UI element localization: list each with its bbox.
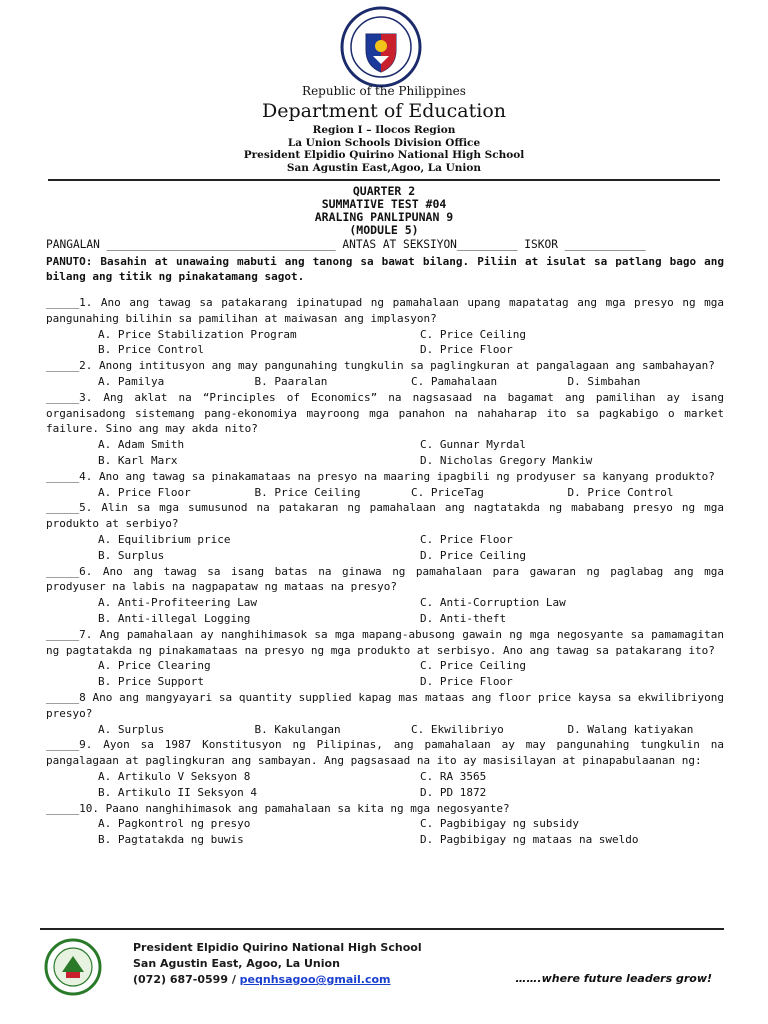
question-stem: _____1. Ano ang tawag sa patakarang ipinatupad ng pamahalaan upang mapatatag ang mga presyo ng mga pangunahing bilihin sa pamilihan at maiwasan ang implasyon? — [46, 296, 724, 325]
options-row — [98, 327, 724, 343]
answer-option[interactable]: C. Pagbibigay ng subsidy — [420, 817, 579, 831]
options-row — [98, 722, 724, 738]
footer-divider — [40, 928, 724, 930]
student-info-row — [46, 238, 646, 251]
answer-option[interactable]: A. Anti-Profiteering Law — [98, 596, 257, 610]
answer-option[interactable]: C. Gunnar Myrdal — [420, 438, 526, 452]
question-stem: _____9. Ayon sa 1987 Konstitusyon ng Pilipinas, ang pamahalaan ay may pangunahing tungkulin na pangalagaan at paglingkuran ang sambayan. Ang pagsasaad na ito ay masisilayan at pinapabulaanan ng: — [46, 738, 724, 768]
address-label: San Agustin East,Agoo, La Union — [286, 161, 482, 174]
division-label: La Union Schools Division Office — [287, 136, 481, 149]
answer-option[interactable]: D. Walang katiyakan — [567, 722, 694, 736]
answer-option[interactable]: A. Artikulo V Seksyon 8 — [98, 769, 251, 783]
answer-option[interactable]: B. Kakulangan — [254, 722, 341, 736]
answer-option[interactable]: D. Pagbibigay ng mataas na sweldo — [420, 833, 639, 847]
answer-option[interactable]: C. PriceTag — [411, 485, 484, 499]
score-blank[interactable]: ____________ — [564, 238, 646, 251]
options-row — [98, 437, 724, 453]
question-item — [46, 564, 724, 627]
question-item — [46, 500, 724, 563]
school-logo — [44, 938, 102, 996]
answer-option[interactable]: D. Price Control — [567, 485, 674, 499]
department-title: Department of Education — [262, 100, 506, 122]
answer-option[interactable]: C. Pamahalaan — [411, 374, 498, 388]
instructions: PANUTO: Basahin at unawaing mabuti ang tanong sa bawat bilang. Piliin at isulat sa patlang bago ang bilang ang titik ng pinakatamang sagot. — [46, 255, 724, 283]
question-stem: _____6. Ano ang tawag sa isang batas na ginawa ng pamahalaan para gawaran ng paglabag ang mga prodyuser na labis na nagpapataw ng mataas na presyo? — [46, 564, 724, 594]
region-label: Region I – Ilocos Region — [312, 124, 456, 136]
options-row — [98, 595, 724, 611]
name-label: PANGALAN — [46, 238, 100, 251]
question-item — [46, 358, 724, 390]
options-row — [98, 658, 724, 674]
answer-option[interactable]: B. Pagtatakda ng buwis — [98, 833, 244, 847]
subject-label: ARALING PANLIPUNAN 9 — [314, 210, 454, 224]
options-row — [98, 611, 724, 627]
answer-option[interactable]: D. Simbahan — [567, 374, 641, 388]
question-item — [46, 690, 724, 737]
answer-option[interactable]: A. Surplus — [98, 722, 165, 736]
answer-option[interactable]: D. Nicholas Gregory Mankiw — [420, 453, 593, 467]
question-stem: _____3. Ang aklat na “Principles of Economics” na nagsasaad na bagamat ang pamilihan ay isang organisadong sistemang pang-ekonomiya mayroong mga panahon na nahaharap ito sa pagkabigo o market failure. Sino ang may akda nito? — [46, 390, 724, 436]
answer-option[interactable]: A. Price Floor — [98, 485, 191, 499]
question-stem: _____2. Anong intitusyon ang may pangunahing tungkulin sa paglingkuran at pangalagaan ang sambahayan? — [46, 359, 715, 373]
footer-school: President Elpidio Quirino National High School — [133, 941, 422, 954]
answer-option[interactable]: A. Pamilya — [98, 374, 165, 388]
test-title-block — [0, 185, 768, 237]
question-list — [46, 295, 724, 848]
options-row — [98, 485, 724, 501]
options-row — [98, 769, 724, 785]
options-row — [98, 816, 724, 832]
options-row — [98, 674, 724, 690]
name-blank[interactable]: __________________________________ — [106, 238, 336, 251]
footer-address: San Agustin East, Agoo, La Union — [133, 957, 340, 970]
answer-option[interactable]: B. Price Control — [98, 343, 204, 357]
footer-email-link[interactable]: peqnhsagoo@gmail.com — [239, 973, 391, 986]
school-label: President Elpidio Quirino National High School — [243, 149, 525, 161]
question-item — [46, 390, 724, 469]
options-row — [98, 532, 724, 548]
deped-seal-logo — [340, 6, 422, 88]
letterhead — [0, 84, 768, 174]
answer-option[interactable]: D. Anti-theft — [420, 611, 507, 625]
answer-option[interactable]: C. Price Floor — [420, 532, 513, 546]
answer-option[interactable]: D. Price Ceiling — [420, 548, 526, 562]
answer-option[interactable]: B. Karl Marx — [98, 453, 178, 467]
options-row — [98, 342, 724, 358]
answer-option[interactable]: B. Artikulo II Seksyon 4 — [98, 785, 257, 799]
answer-option[interactable]: B. Surplus — [98, 548, 165, 562]
answer-option[interactable]: B. Price Ceiling — [254, 485, 361, 499]
answer-option[interactable]: D. Price Floor — [420, 675, 513, 689]
footer-tagline: …….where future leaders grow! — [515, 972, 712, 985]
question-stem: _____10. Paano nanghihimasok ang pamahalaan sa kita ng mga negosyante? — [46, 801, 510, 815]
header-divider — [48, 179, 720, 181]
question-stem: _____8 Ano ang mangyayari sa quantity supplied kapag mas mataas ang floor price kaysa sa ekwilibriyong presyo? — [46, 690, 724, 720]
question-item — [46, 295, 724, 358]
options-row — [98, 548, 724, 564]
answer-option[interactable]: C. RA 3565 — [420, 769, 487, 783]
answer-option[interactable]: C. Price Ceiling — [420, 327, 526, 341]
section-label: ANTAS AT SEKSIYON — [342, 238, 457, 251]
answer-option[interactable]: B. Paaralan — [254, 374, 328, 388]
module-label: (MODULE 5) — [349, 223, 419, 237]
answer-option[interactable]: A. Price Clearing — [98, 659, 211, 673]
answer-option[interactable]: A. Price Stabilization Program — [98, 327, 297, 341]
answer-option[interactable]: B. Anti-illegal Logging — [98, 611, 251, 625]
question-stem: _____4. Ano ang tawag sa pinakamataas na presyo na maaring ipagbili ng prodyuser sa kanyang produkto? — [46, 469, 715, 483]
republic-label: Republic of the Philippines — [302, 84, 466, 98]
footer-phone: (072) 687-0599 / — [133, 973, 240, 986]
test-title: SUMMATIVE TEST #04 — [321, 197, 447, 211]
section-blank[interactable]: _________ — [456, 238, 518, 251]
score-label: ISKOR — [524, 238, 558, 251]
answer-option[interactable]: D. PD 1872 — [420, 785, 487, 799]
question-stem: _____5. Alin sa mga sumusunod na patakaran ng pamahalaan ang nagtatakda ng mababang presyo ng mga produkto at serbiyo? — [46, 501, 724, 531]
quarter-label: QUARTER 2 — [352, 184, 416, 198]
options-row — [98, 832, 724, 848]
answer-option[interactable]: C. Price Ceiling — [420, 659, 526, 673]
footer-info — [133, 940, 422, 988]
question-item — [46, 737, 724, 800]
question-item — [46, 801, 724, 848]
answer-option[interactable]: D. Price Floor — [420, 343, 513, 357]
question-stem: _____7. Ang pamahalaan ay nanghihimasok sa mga mapang-abusong gawain ng mga negosyante sa pamamagitan ng pagtatakda ng pinakamataas na presyo ng mga produkto at serbisyo. Ano ang tawag sa patakarang ito? — [46, 627, 724, 657]
answer-option[interactable]: A. Equilibrium price — [98, 532, 231, 546]
answer-option[interactable]: A. Pagkontrol ng presyo — [98, 817, 251, 831]
answer-option[interactable]: C. Anti-Corruption Law — [420, 596, 566, 610]
options-row — [98, 785, 724, 801]
options-row — [98, 374, 724, 390]
answer-option[interactable]: A. Adam Smith — [98, 438, 185, 452]
question-item — [46, 627, 724, 690]
question-item — [46, 469, 724, 501]
answer-option[interactable]: C. Ekwilibriyo — [411, 722, 504, 736]
options-row — [98, 453, 724, 469]
answer-option[interactable]: B. Price Support — [98, 675, 204, 689]
